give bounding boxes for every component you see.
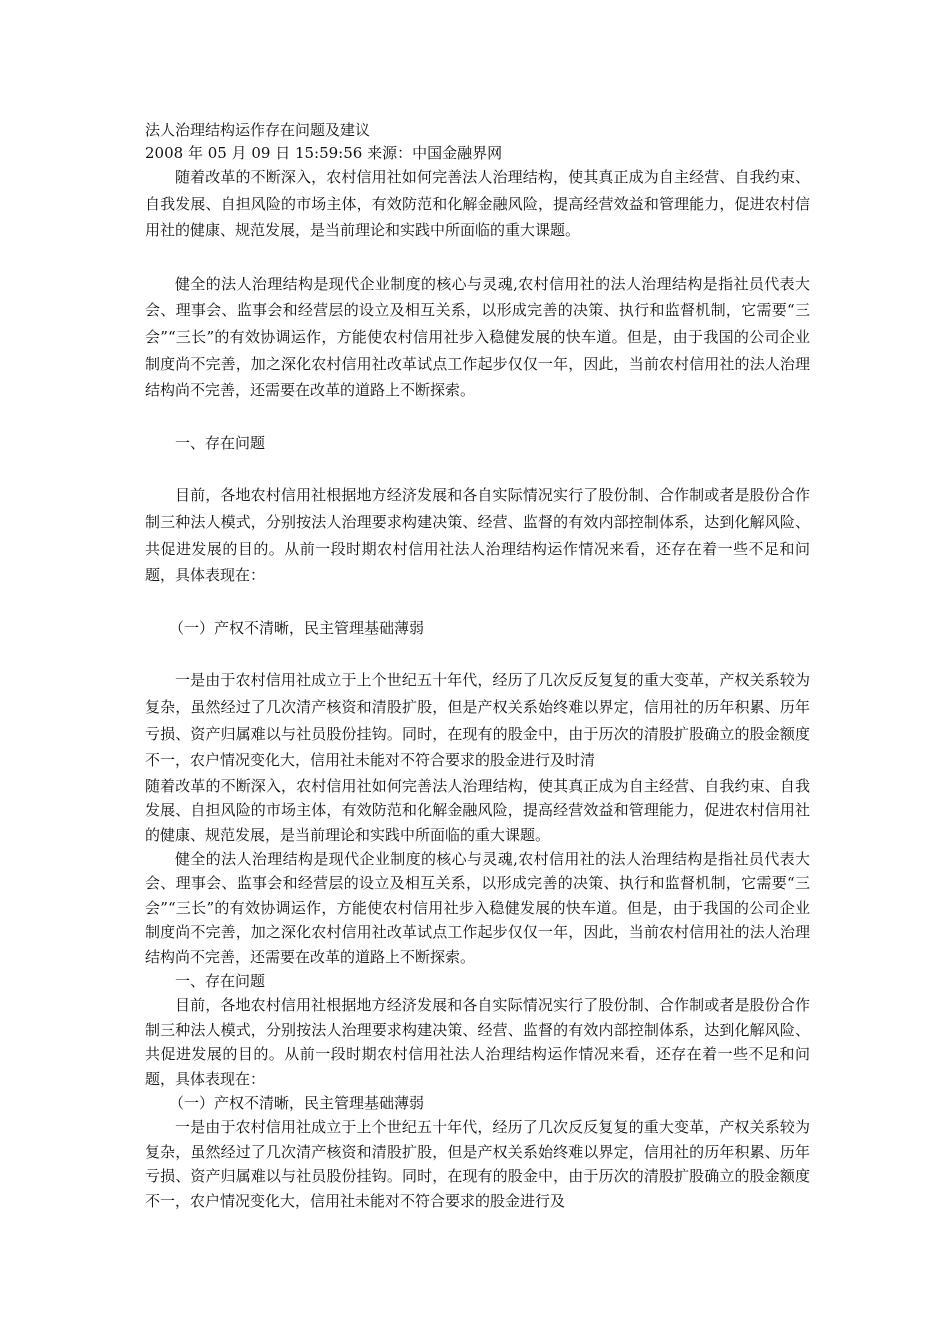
paragraph-structure-repeat: 健全的法人治理结构是现代企业制度的核心与灵魂,农村信用社的法人治理结构是指社员代表大会、理事会、监事会和经营层的设立及相互关系，以形成完善的决策、执行和监督机制，它需要“三会”“三长”的有效协调运作，方能使农村信用社步入稳健发展的快车道。但是，由于我国的公司企业制度尚不完善，加之深化农村信用社改革试点工作起步仅仅一年，因此，当前农村信用社的法人治理结构尚不完善，还需要在改革的道路上不断探索。: [145, 849, 810, 966]
paragraph-problems: 目前，各地农村信用社根据地方经济发展和各自实际情况实行了股份制、合作制或者是股份合作制三种法人模式，分别按法人治理要求构建决策、经营、监督的有效内部控制体系，达到化解风险、共促进发展的目的。从前一段时期农村信用社法人治理结构运作情况来看，还存在着一些不足和问题，具体表现在：: [145, 486, 810, 585]
article-body-second: [145, 774, 810, 1213]
spacer: [145, 456, 810, 482]
section-heading: 一、存在问题: [175, 433, 266, 452]
paragraph-structure: 健全的法人治理结构是现代企业制度的核心与灵魂,农村信用社的法人治理结构是指社员代表大会、理事会、监事会和经营层的设立及相互关系，以形成完善的决策、执行和监督机制，它需要“三会”“三长”的有效协调运作，方能使农村信用社步入稳健发展的快车道。但是，由于我国的公司企业制度尚不完善，加之深化农村信用社改革试点工作起步仅仅一年，因此，当前农村信用社的法人治理结构尚不完善，还需要在改革的道路上不断探索。: [145, 274, 810, 400]
paragraph-intro-repeat: 随着改革的不断深入，农村信用社如何完善法人治理结构，使其真正成为自主经营、自我约束、自我发展、自担风险的市场主体，有效防范和化解金融风险，提高经营效益和管理能力，促进农村信用社的健康、规范发展，是当前理论和实践中所面临的重大课题。: [145, 776, 810, 844]
subsection-heading: （一）产权不清晰，民主管理基础薄弱: [169, 618, 425, 637]
spacer: [145, 244, 810, 271]
spacer: [145, 404, 810, 430]
paragraph-property-rights: 一是由于农村信用社成立于上个世纪五十年代，经历了几次反反复复的重大变革，产权关系较为复杂，虽然经过了几次清产核资和清股扩股，但是产权关系始终难以界定，信用社的历年积累、历年亏损、资产归属难以与社员股份挂钩。同时，在现有的股金中，由于历次的清股扩股确立的股金额度不一，农户情况变化大，信用社未能对不符合要求的股金进行及时清: [145, 671, 810, 770]
spacer: [145, 589, 810, 615]
paragraph-intro: 随着改革的不断深入，农村信用社如何完善法人治理结构，使其真正成为自主经营、自我约束、自我发展、自担风险的市场主体，有效防范和化解金融风险，提高经营效益和管理能力，促进农村信用社的健康、规范发展，是当前理论和实践中所面临的重大课题。: [145, 168, 810, 240]
paragraph-property-rights-repeat: 一是由于农村信用社成立于上个世纪五十年代，经历了几次反反复复的重大变革，产权关系较为复杂，虽然经过了几次清产核资和清股扩股，但是产权关系始终难以界定，信用社的历年积累、历年亏损、资产归属难以与社员股份挂钩。同时，在现有的股金中，由于历次的清股扩股确立的股金额度不一，农户情况变化大，信用社未能对不符合要求的股金进行及: [145, 1118, 810, 1210]
spacer: [145, 641, 810, 667]
section-heading-repeat: 一、存在问题: [175, 971, 266, 990]
document-page: [145, 119, 810, 1213]
article-title: 法人治理结构运作存在问题及建议: [145, 121, 371, 139]
article-meta: 2008 年 05 月 09 日 15:59:56 来源：中国金融界网: [145, 143, 503, 162]
paragraph-problems-repeat: 目前，各地农村信用社根据地方经济发展和各自实际情况实行了股份制、合作制或者是股份合作制三种法人模式，分别按法人治理要求构建决策、经营、监督的有效内部控制体系，达到化解风险、共促进发展的目的。从前一段时期农村信用社法人治理结构运作情况来看，还存在着一些不足和问题，具体表现在：: [145, 996, 810, 1088]
subsection-heading-repeat: （一）产权不清晰，民主管理基础薄弱: [169, 1093, 425, 1112]
article-body-first: [145, 164, 810, 774]
